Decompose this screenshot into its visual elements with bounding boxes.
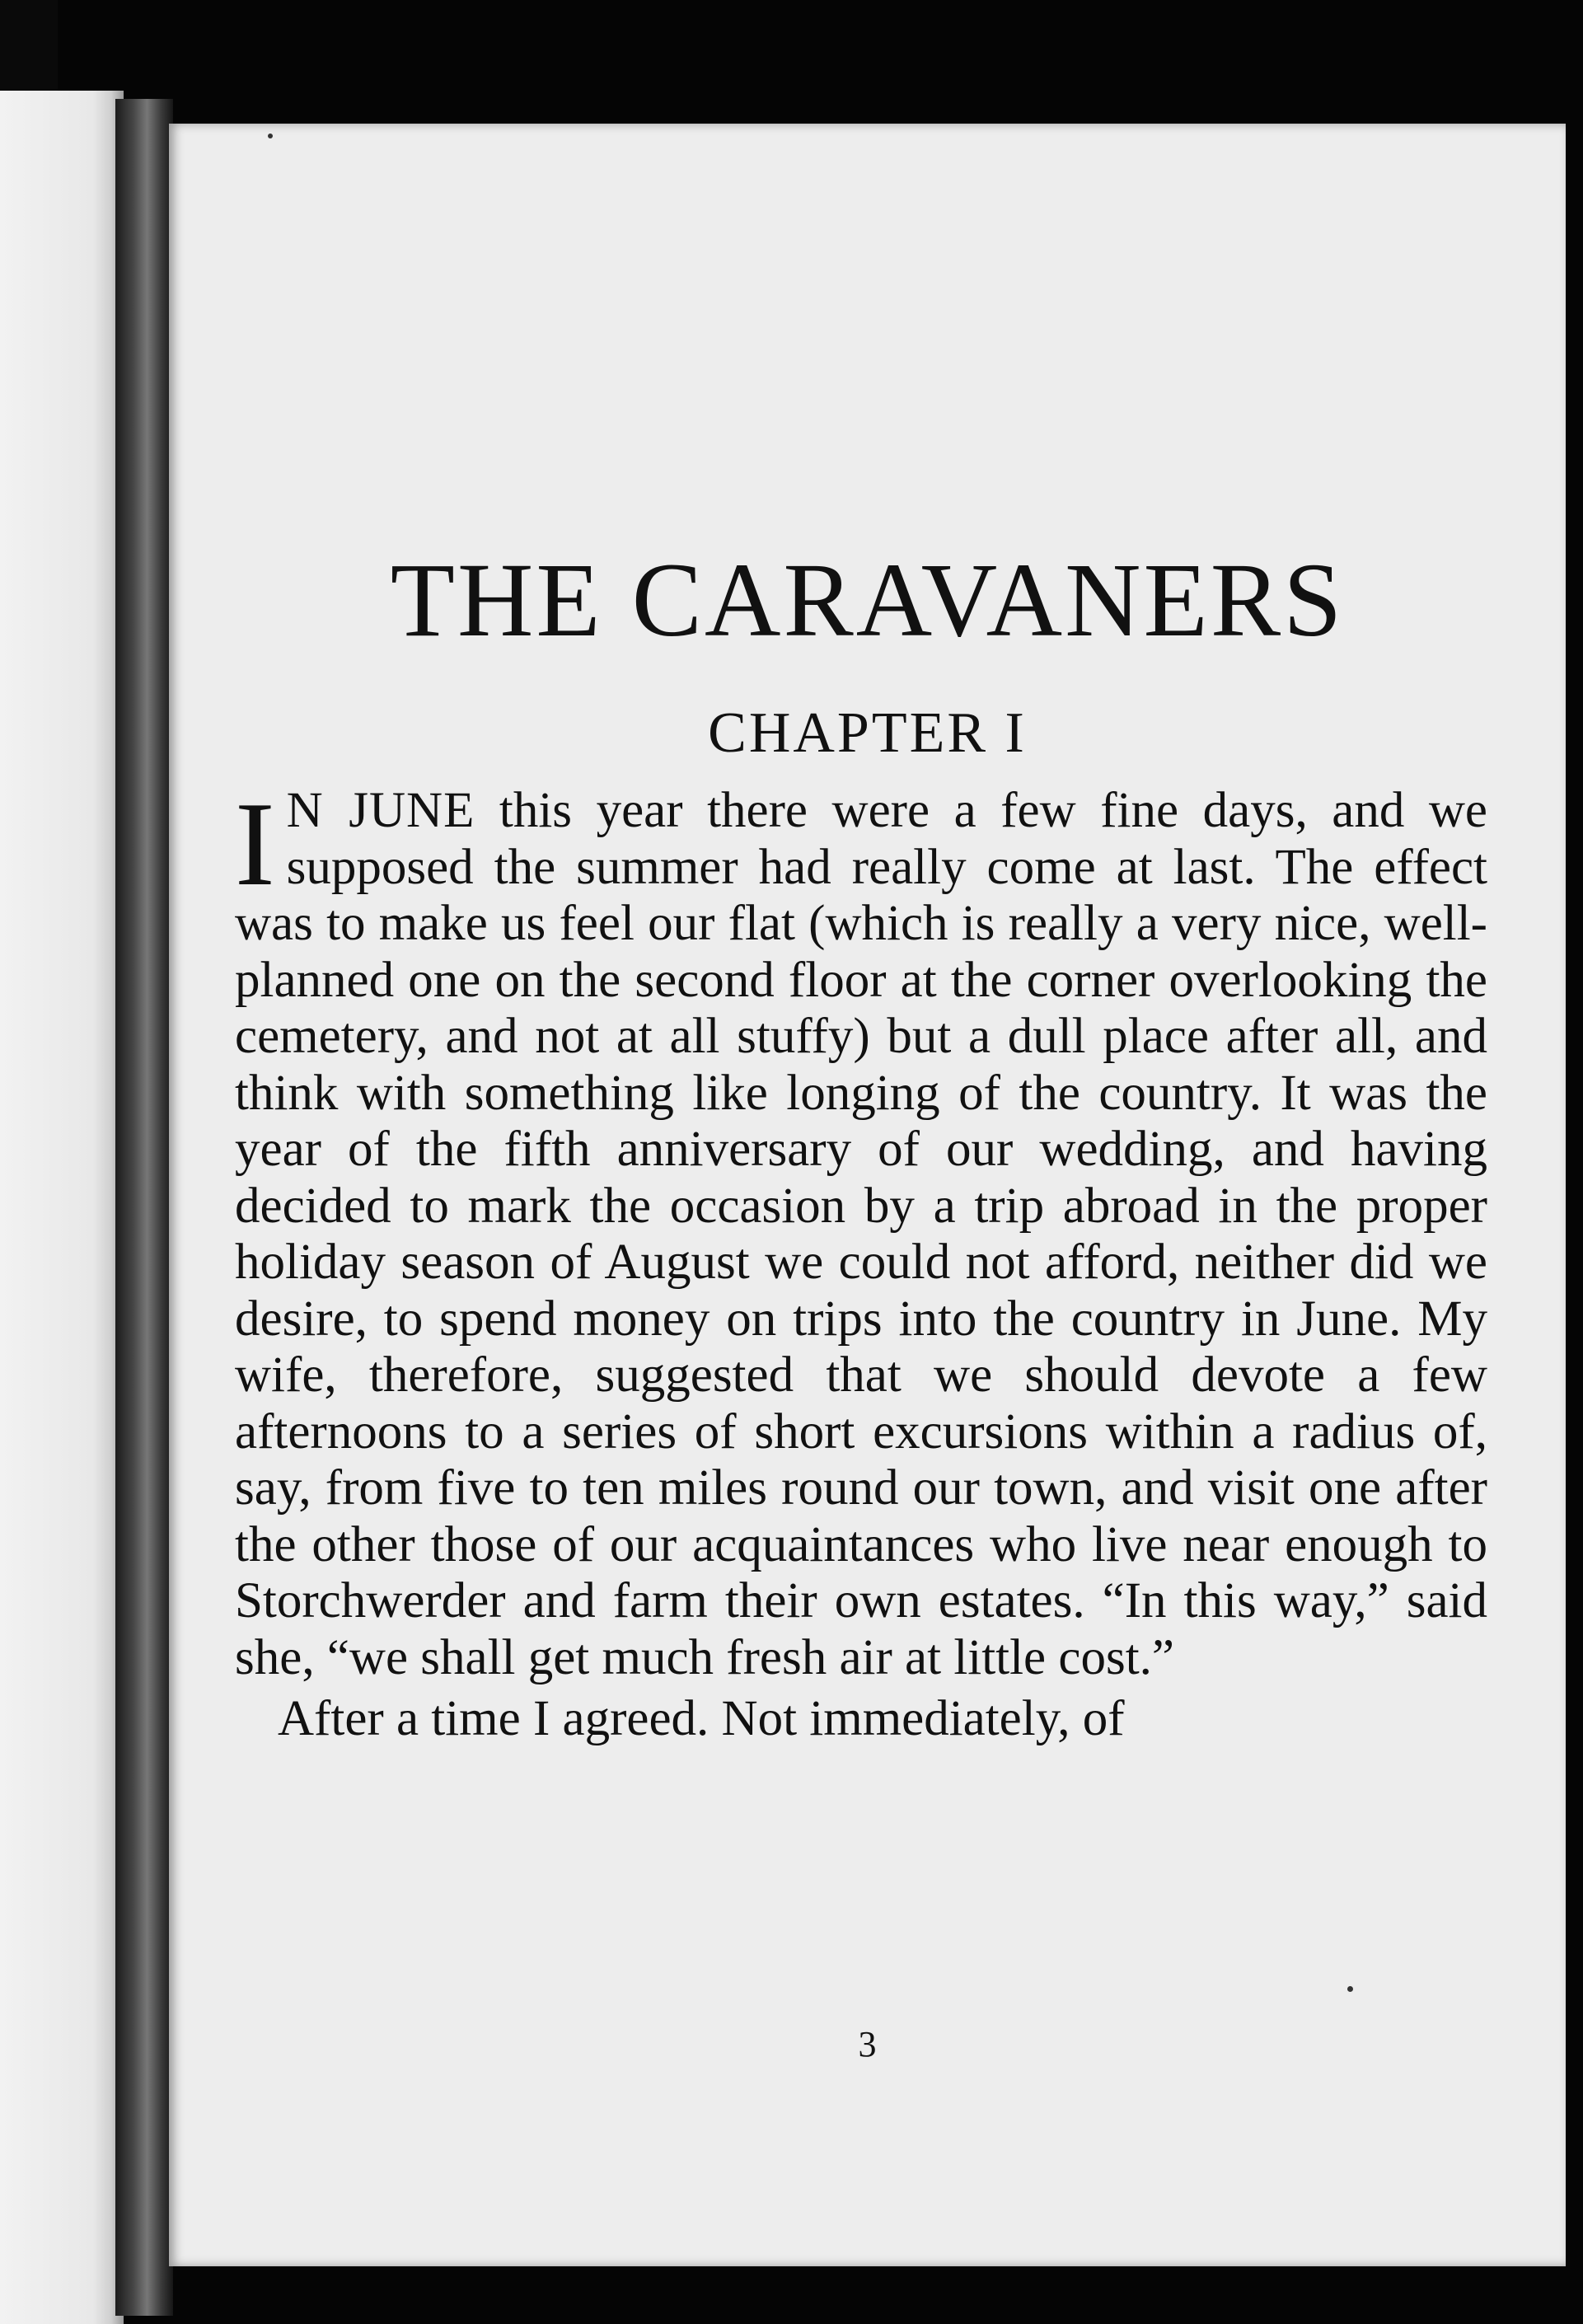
book-page	[169, 124, 1566, 2266]
page-number: 3	[858, 2024, 877, 2064]
paragraph-2: After a time I agreed. Not immediately, of	[278, 1691, 1125, 1746]
chapter-body	[235, 777, 1487, 1748]
page-title: THE CARAVANERS	[390, 541, 1345, 658]
paragraph-1-text: this year there were a few fine days, and we supposed the summer had really come at last. The effect was to make us feel our flat (which is really a very nice, well-planned one on the second floor at the corner overlooking the cemetery, and not at all stuffy) but a dull place after all, and think with something like longing of the country. It was the year of the fifth anniversary of our wedding, and having decided to mark the occasion by a trip abroad in the proper holiday season of August we could not afford, neither did we desire, to spend money on trips into the country in June. My wife, therefore, suggested that we should devote a few afternoons to a series of short excursions within a radius of, say, from five to ten miles round our town, and visit one after the other those of our acquaintances who live near enough to Storchwerder and farm their own estates. “In this way,” said she, “we shall get much fresh air at little cost.”	[235, 783, 1487, 1685]
chapter-heading: CHAPTER I	[708, 701, 1027, 765]
book-gutter	[115, 99, 173, 2316]
paragraph-1	[235, 777, 1487, 1686]
paragraph-lead-in: N JUNE	[286, 783, 475, 838]
page-speck	[1347, 1986, 1353, 1992]
drop-cap: I	[235, 777, 275, 911]
page-speck	[268, 134, 273, 138]
facing-page	[0, 91, 124, 2324]
